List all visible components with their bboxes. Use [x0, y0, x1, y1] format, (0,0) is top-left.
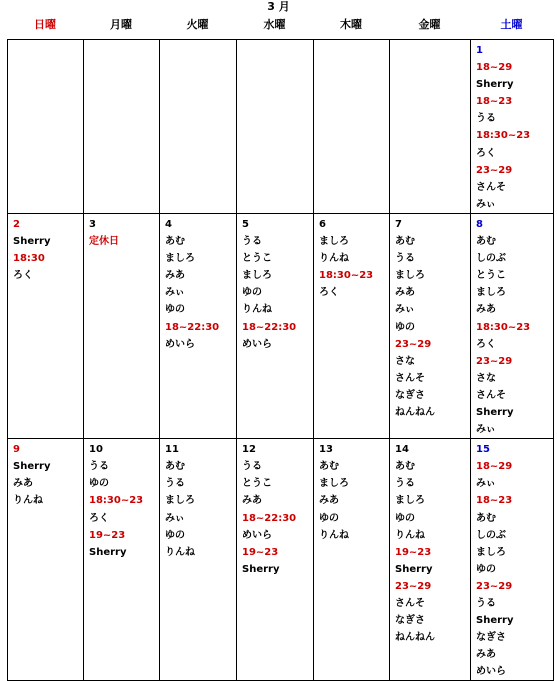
day-number: 2 [13, 218, 20, 230]
time-slot: 23~29 [476, 580, 513, 592]
calendar-day-cell [314, 439, 390, 681]
staff-name: ろく [89, 512, 109, 524]
staff-name: うる [165, 478, 185, 490]
calendar-week [8, 40, 554, 214]
weekday-thursday: 木曜 [340, 18, 362, 31]
day-number: 13 [319, 444, 333, 456]
staff-name: ゆの [395, 321, 415, 333]
calendar-day-cell [471, 439, 554, 681]
staff-name: ましろ [319, 236, 349, 248]
day-number: 1 [476, 45, 483, 56]
staff-name: ましろ [395, 495, 425, 507]
staff-name: ゆの [319, 512, 339, 524]
staff-name: りんね [13, 495, 43, 507]
time-slot: 18~22:30 [242, 321, 297, 333]
time-slot: 18:30~23 [89, 495, 144, 507]
calendar-day-cell [84, 40, 160, 214]
calendar-day-cell [160, 439, 237, 681]
calendar-day-cell [160, 40, 237, 214]
staff-name: うる [476, 598, 496, 609]
staff-name: なぎさ [395, 389, 425, 401]
staff-name: なぎさ [476, 632, 506, 644]
day-number: 15 [476, 444, 490, 456]
staff-name: Sherry [13, 461, 51, 473]
calendar-day-cell [237, 439, 314, 681]
staff-name: うる [242, 236, 262, 248]
staff-name: Sherry [395, 563, 433, 575]
time-slot: 23~29 [476, 355, 513, 367]
staff-name: めいら [242, 529, 272, 541]
calendar-day-cell [471, 213, 554, 438]
day-number: 10 [89, 444, 103, 456]
calendar-grid [7, 39, 554, 681]
staff-name: ゆの [165, 529, 185, 541]
staff-name: ろく [13, 270, 33, 282]
staff-name: Sherry [89, 546, 127, 558]
time-slot: 18~29 [476, 461, 513, 473]
day-number: 6 [319, 218, 326, 230]
staff-name: ましろ [319, 478, 349, 490]
day-number: 3 [89, 218, 96, 230]
staff-name: ねんねん [395, 632, 435, 644]
staff-name: ましろ [395, 270, 425, 282]
time-slot: 23~29 [395, 338, 432, 350]
staff-name: みぃ [476, 424, 496, 436]
staff-name: みあ [242, 495, 262, 507]
time-slot: 18~23 [476, 96, 513, 108]
time-slot: 18:30 [13, 253, 45, 265]
staff-name: みぃ [476, 478, 496, 490]
staff-name: みあ [476, 304, 496, 316]
staff-name: ましろ [165, 253, 195, 265]
staff-name: めいら [165, 338, 195, 350]
calendar-week [8, 213, 554, 438]
day-number: 9 [13, 444, 20, 456]
calendar-day-cell [8, 439, 84, 681]
calendar-day-cell [314, 213, 390, 438]
time-slot: 18~22:30 [165, 321, 220, 333]
time-slot: 19~23 [242, 546, 279, 558]
staff-name: さんそ [476, 181, 506, 193]
day-number: 11 [165, 444, 179, 456]
staff-name: りんね [319, 529, 349, 541]
staff-name: うる [395, 253, 415, 265]
staff-name: みあ [13, 478, 33, 490]
weekday-sunday: 日曜 [34, 18, 56, 31]
staff-name: ましろ [242, 270, 272, 282]
time-slot: 18~29 [476, 62, 513, 74]
staff-name: ねんねん [395, 406, 435, 418]
time-slot: 23~29 [395, 580, 432, 592]
month-title: 3 月 [267, 0, 290, 13]
staff-name: ゆの [395, 512, 415, 524]
staff-name: さんそ [395, 598, 425, 609]
staff-name: みぃ [165, 287, 185, 299]
staff-name: うる [242, 461, 262, 473]
calendar-day-cell [8, 40, 84, 214]
staff-name: ろく [319, 287, 339, 299]
staff-name: ろく [476, 147, 496, 159]
time-slot: 19~23 [395, 546, 432, 558]
staff-name: みぃ [476, 198, 496, 210]
time-slot: 18~22:30 [242, 512, 297, 524]
staff-name: Sherry [242, 563, 280, 575]
staff-name: うる [89, 461, 109, 473]
weekday-monday: 月曜 [110, 18, 132, 31]
calendar-day-cell [8, 213, 84, 438]
day-number: 5 [242, 218, 249, 230]
day-number: 12 [242, 444, 256, 456]
calendar-day-cell [390, 439, 471, 681]
staff-name: みあ [395, 287, 415, 299]
staff-name: めいら [242, 338, 272, 350]
staff-name: みあ [319, 495, 339, 507]
staff-name: とうこ [242, 478, 272, 490]
staff-name: Sherry [476, 615, 514, 627]
calendar-day-cell [237, 213, 314, 438]
staff-name: ゆの [165, 304, 185, 316]
weekday-saturday: 土曜 [500, 18, 523, 31]
staff-name: あむ [165, 461, 185, 473]
staff-name: さんそ [476, 389, 506, 401]
staff-name: ゆの [89, 478, 109, 490]
staff-name: あむ [476, 236, 496, 248]
staff-name: ましろ [476, 546, 506, 558]
calendar-day-cell [390, 213, 471, 438]
weekday-friday: 金曜 [418, 18, 441, 31]
staff-name: とうこ [242, 253, 272, 265]
time-slot: 19~23 [89, 529, 126, 541]
staff-name: みぃ [395, 304, 415, 316]
staff-name: Sherry [476, 406, 514, 418]
staff-name: ゆの [242, 287, 262, 299]
staff-name: りんね [242, 304, 272, 316]
staff-name: さんそ [395, 372, 425, 384]
staff-name: みあ [476, 649, 496, 661]
staff-name: あむ [165, 236, 185, 248]
staff-name: さな [395, 355, 415, 367]
staff-name: みあ [165, 270, 185, 282]
time-slot: 23~29 [476, 164, 513, 176]
time-slot: 18:30~23 [476, 130, 531, 142]
staff-name: めいら [476, 666, 506, 678]
staff-name: さな [476, 372, 496, 384]
calendar-day-cell [84, 213, 160, 438]
time-slot: 18:30~23 [319, 270, 374, 282]
staff-name: あむ [319, 461, 339, 473]
staff-name: しのぶ [476, 529, 506, 541]
day-number: 14 [395, 444, 409, 456]
staff-name: あむ [395, 236, 415, 248]
day-number: 8 [476, 218, 483, 230]
day-number: 7 [395, 218, 402, 230]
weekday-wednesday: 水曜 [263, 18, 286, 31]
calendar-day-cell [237, 40, 314, 214]
day-number: 4 [165, 218, 172, 230]
time-slot: 定休日 [89, 236, 119, 248]
calendar-week [8, 439, 554, 681]
staff-name: しのぶ [476, 253, 506, 265]
staff-name: りんね [319, 253, 349, 265]
staff-name: ろく [476, 338, 496, 350]
staff-name: あむ [395, 461, 415, 473]
staff-name: りんね [165, 546, 195, 558]
staff-name: りんね [395, 529, 425, 541]
time-slot: 18~23 [476, 495, 513, 507]
staff-name: なぎさ [395, 615, 425, 627]
calendar-day-cell [390, 40, 471, 214]
calendar-day-cell [471, 40, 554, 214]
staff-name: Sherry [13, 236, 51, 248]
staff-name: ゆの [476, 563, 496, 575]
staff-name: ましろ [165, 495, 195, 507]
staff-name: ましろ [476, 287, 506, 299]
staff-name: みぃ [165, 512, 185, 524]
staff-name: うる [395, 478, 415, 490]
staff-name: うる [476, 113, 496, 125]
staff-name: あむ [476, 512, 496, 524]
staff-name: Sherry [476, 79, 514, 91]
calendar-day-cell [160, 213, 237, 438]
calendar-day-cell [84, 439, 160, 681]
time-slot: 18:30~23 [476, 321, 531, 333]
weekday-tuesday: 火曜 [186, 18, 209, 31]
calendar-day-cell [314, 40, 390, 214]
staff-name: とうこ [476, 270, 506, 282]
